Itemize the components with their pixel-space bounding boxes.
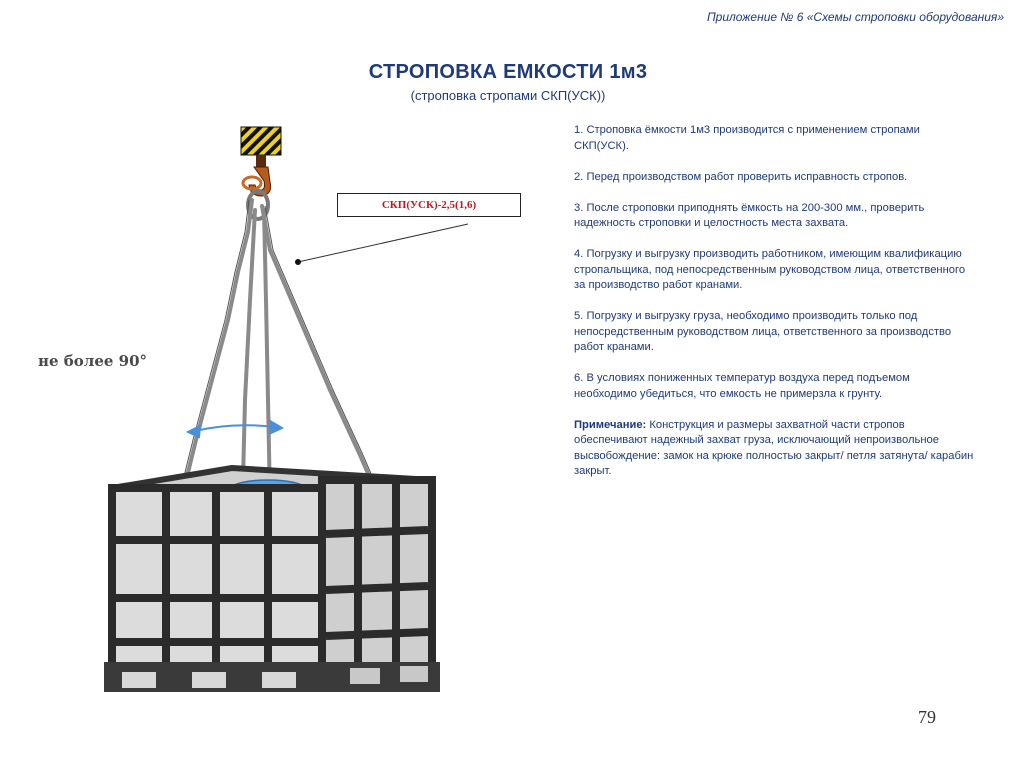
instruction-item: 1. Строповка ёмкости 1м3 производится с применением стропами СКП(УСК). — [574, 124, 920, 152]
instruction-item: 6. В условиях пониженных температур воздуха перед подъемом необходимо убедиться, что емкость не примерзла к грунту. — [574, 372, 910, 400]
remark — [574, 418, 974, 480]
instruction-item: 4. Погрузку и выгрузку производить работником, имеющим квалификацию стропальщика, под непосредственным руководством лица, ответственного за производство работ кранами. — [574, 248, 966, 291]
angle-limit-label: не более 90° — [38, 352, 148, 370]
page-title: СТРОПОВКА ЕМКОСТИ 1м3 — [368, 61, 648, 83]
instruction-item: 3. После строповки приподнять ёмкость на 200-300 мм., проверить надежность строповки и целостность места захвата. — [574, 201, 925, 229]
page-number: 79 — [918, 707, 936, 727]
ibc-tank-icon — [104, 468, 440, 692]
label-leader-line — [295, 224, 468, 265]
appendix-header: Приложение № 6 «Схемы строповки оборудования» — [706, 10, 1004, 24]
instruction-item: 5. Погрузку и выгрузку груза, необходимо производить только под непосредственным руководством лица, ответственного за производство работ кранами. — [574, 310, 952, 353]
sling-type-label: СКП(УСК)-2,5(1,6) — [337, 193, 521, 217]
remark-label: Примечание: — [574, 418, 647, 431]
instructions-list — [574, 123, 974, 495]
instruction-item: 2. Перед производством работ проверить исправность стропов. — [574, 170, 908, 183]
page-subtitle: (строповка стропами СКП(УСК)) — [410, 88, 606, 103]
remark-text: Конструкция и размеры захватной части стропов обеспечивают надежный захват груза, исключающий непроизвольное высвобождение: замок на крюке полностью закрыт/ петля затянута/ карабин закрыт. — [574, 418, 974, 477]
